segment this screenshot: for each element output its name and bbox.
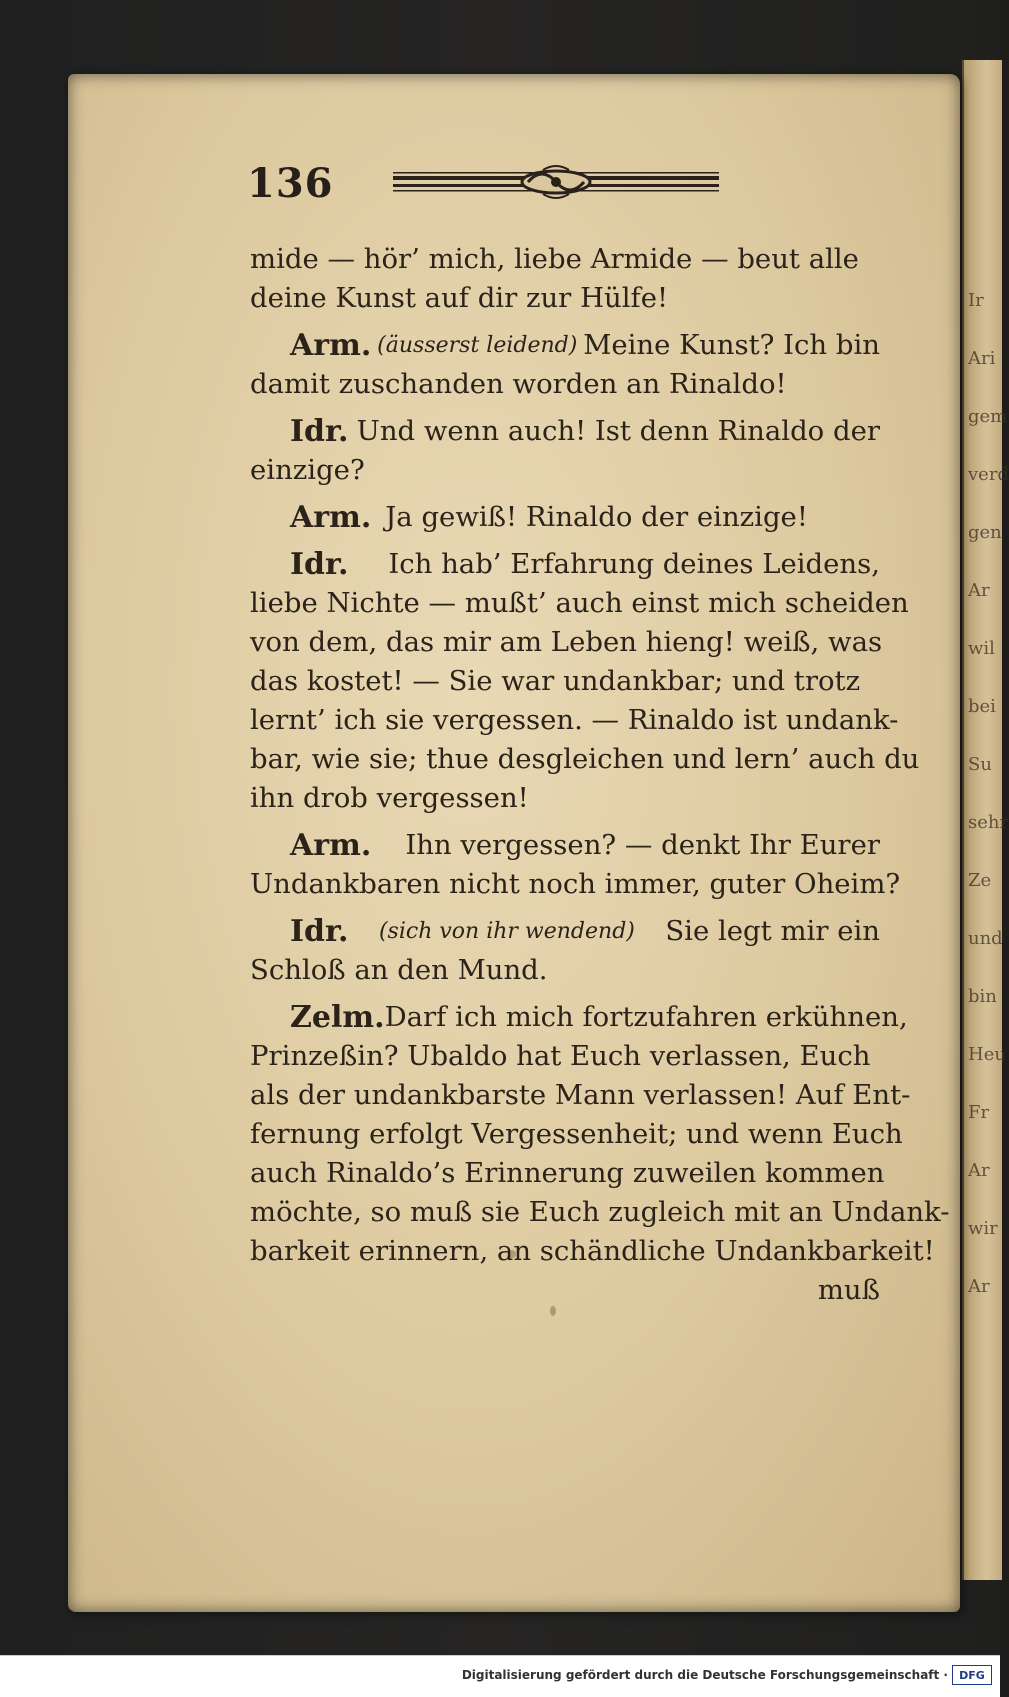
line-text: liebe Nichte — mußt’ auch einst mich scheiden [250, 587, 909, 619]
text-line [250, 701, 899, 740]
next-page-fragment: Ari [968, 348, 996, 369]
line-text: einzige? [250, 454, 365, 486]
line-text: als der undankbarste Mann verlassen! Auf Ent- [250, 1079, 911, 1111]
page-number: 136 [247, 160, 334, 207]
text-line [250, 740, 920, 779]
line-text: Darf ich mich fortzufahren erkühnen, [384, 1001, 908, 1033]
text-line [250, 326, 880, 365]
line-text: barkeit erinnern, an schändliche Undankbarkeit! [250, 1235, 935, 1267]
text-line [250, 365, 880, 404]
next-page-fragment: Ar [968, 580, 990, 601]
line-text: Undankbaren nicht noch immer, guter Oheim? [250, 868, 901, 900]
text-line [250, 1115, 903, 1154]
line-text: Schloß an den Mund. [250, 954, 548, 986]
line-text: damit zuschanden worden an Rinaldo! [250, 368, 787, 400]
text-line [250, 240, 880, 279]
funding-notice: Digitalisierung gefördert durch die Deutsche Forschungsgemeinschaft · [461, 1668, 948, 1682]
text-line [250, 623, 883, 662]
line-text: bar, wie sie; thue desgleichen und lern’ auch du [250, 743, 920, 775]
next-page-fragment: Ar [968, 1276, 990, 1297]
text-line [250, 1193, 950, 1232]
header-ornament [393, 162, 719, 204]
line-text: Und wenn auch! Ist denn Rinaldo der [356, 415, 880, 447]
speaker-name: Arm. [290, 328, 372, 363]
text-line [250, 412, 880, 451]
line-text: Prinzeßin? Ubaldo hat Euch verlassen, Euch [250, 1040, 871, 1072]
text-line [250, 545, 880, 584]
text-line [250, 779, 880, 818]
text-line [250, 998, 908, 1037]
text-line [250, 1037, 880, 1076]
next-page-fragment: bin [968, 986, 997, 1007]
catchword: muß [817, 1274, 880, 1306]
line-text: Ich hab’ Erfahrung deines Leidens, [388, 548, 880, 580]
body-text [250, 240, 950, 1310]
text-line [250, 279, 880, 318]
speaker-name: Zelm. [290, 1000, 385, 1035]
footer-bar [0, 1655, 1000, 1697]
next-page-fragment: gen [968, 522, 1002, 543]
next-page-fragment: Ze [968, 870, 992, 891]
text-line [250, 951, 880, 990]
text-line [250, 498, 880, 537]
next-page-fragment: verd [968, 464, 1009, 485]
text-line [250, 1232, 935, 1271]
next-page-fragment: gem [968, 406, 1008, 427]
next-page-fragment: bei [968, 696, 996, 717]
line-text: von dem, das mir am Leben hieng! weiß, was [250, 626, 883, 658]
next-page-fragment: sehr [968, 812, 1009, 833]
line-text: deine Kunst auf dir zur Hülfe! [250, 282, 669, 314]
speaker-name: Idr. [290, 414, 349, 449]
next-page-fragment: Su [968, 754, 992, 775]
dfg-logo: DFG [952, 1665, 992, 1685]
stage-direction: (sich von ihr wendend) [378, 919, 635, 944]
text-line [250, 1154, 885, 1193]
next-page-fragment: Ir [968, 290, 984, 311]
line-text: auch Rinaldo’s Erinnerung zuweilen kommen [250, 1157, 885, 1189]
line-text: fernung erfolgt Vergessenheit; und wenn Euch [250, 1118, 903, 1150]
speaker-name: Arm. [290, 828, 372, 863]
text-line [250, 912, 880, 951]
line-text: Ihn vergessen? — denkt Ihr Eurer [405, 829, 880, 861]
line-text: Ja gewiß! Rinaldo der einzige! [385, 501, 808, 533]
line-text: ihn drob vergessen! [250, 782, 529, 814]
text-line [250, 1076, 911, 1115]
text-line [250, 584, 909, 623]
speaker-name: Arm. [290, 500, 372, 535]
catchword-line [250, 1271, 880, 1310]
next-page-fragment: und [968, 928, 1003, 949]
next-page-edge [962, 60, 1009, 1580]
line-text: lernt’ ich sie vergessen. — Rinaldo ist undank- [250, 704, 899, 736]
text-line [250, 826, 880, 865]
line-text: mide — hör’ mich, liebe Armide — beut alle [250, 243, 859, 275]
text-line [250, 865, 901, 904]
line-text: Meine Kunst? Ich bin [583, 329, 880, 361]
next-page-fragment: wil [968, 638, 995, 659]
next-page-fragment: Heu [968, 1044, 1006, 1065]
next-page-fragment: Ar [968, 1160, 990, 1181]
stage-direction: (äusserst leidend) [377, 333, 578, 358]
next-page-fragment: wir [968, 1218, 998, 1239]
text-line [250, 451, 880, 490]
speaker-name: Idr. [290, 547, 349, 582]
text-line [250, 662, 880, 701]
line-text: das kostet! — Sie war undankbar; und trotz [250, 665, 861, 697]
line-text: möchte, so muß sie Euch zugleich mit an Undank- [250, 1196, 950, 1228]
next-page-fragment: Fr [968, 1102, 990, 1123]
line-text: Sie legt mir ein [665, 915, 880, 947]
speaker-name: Idr. [290, 914, 349, 949]
